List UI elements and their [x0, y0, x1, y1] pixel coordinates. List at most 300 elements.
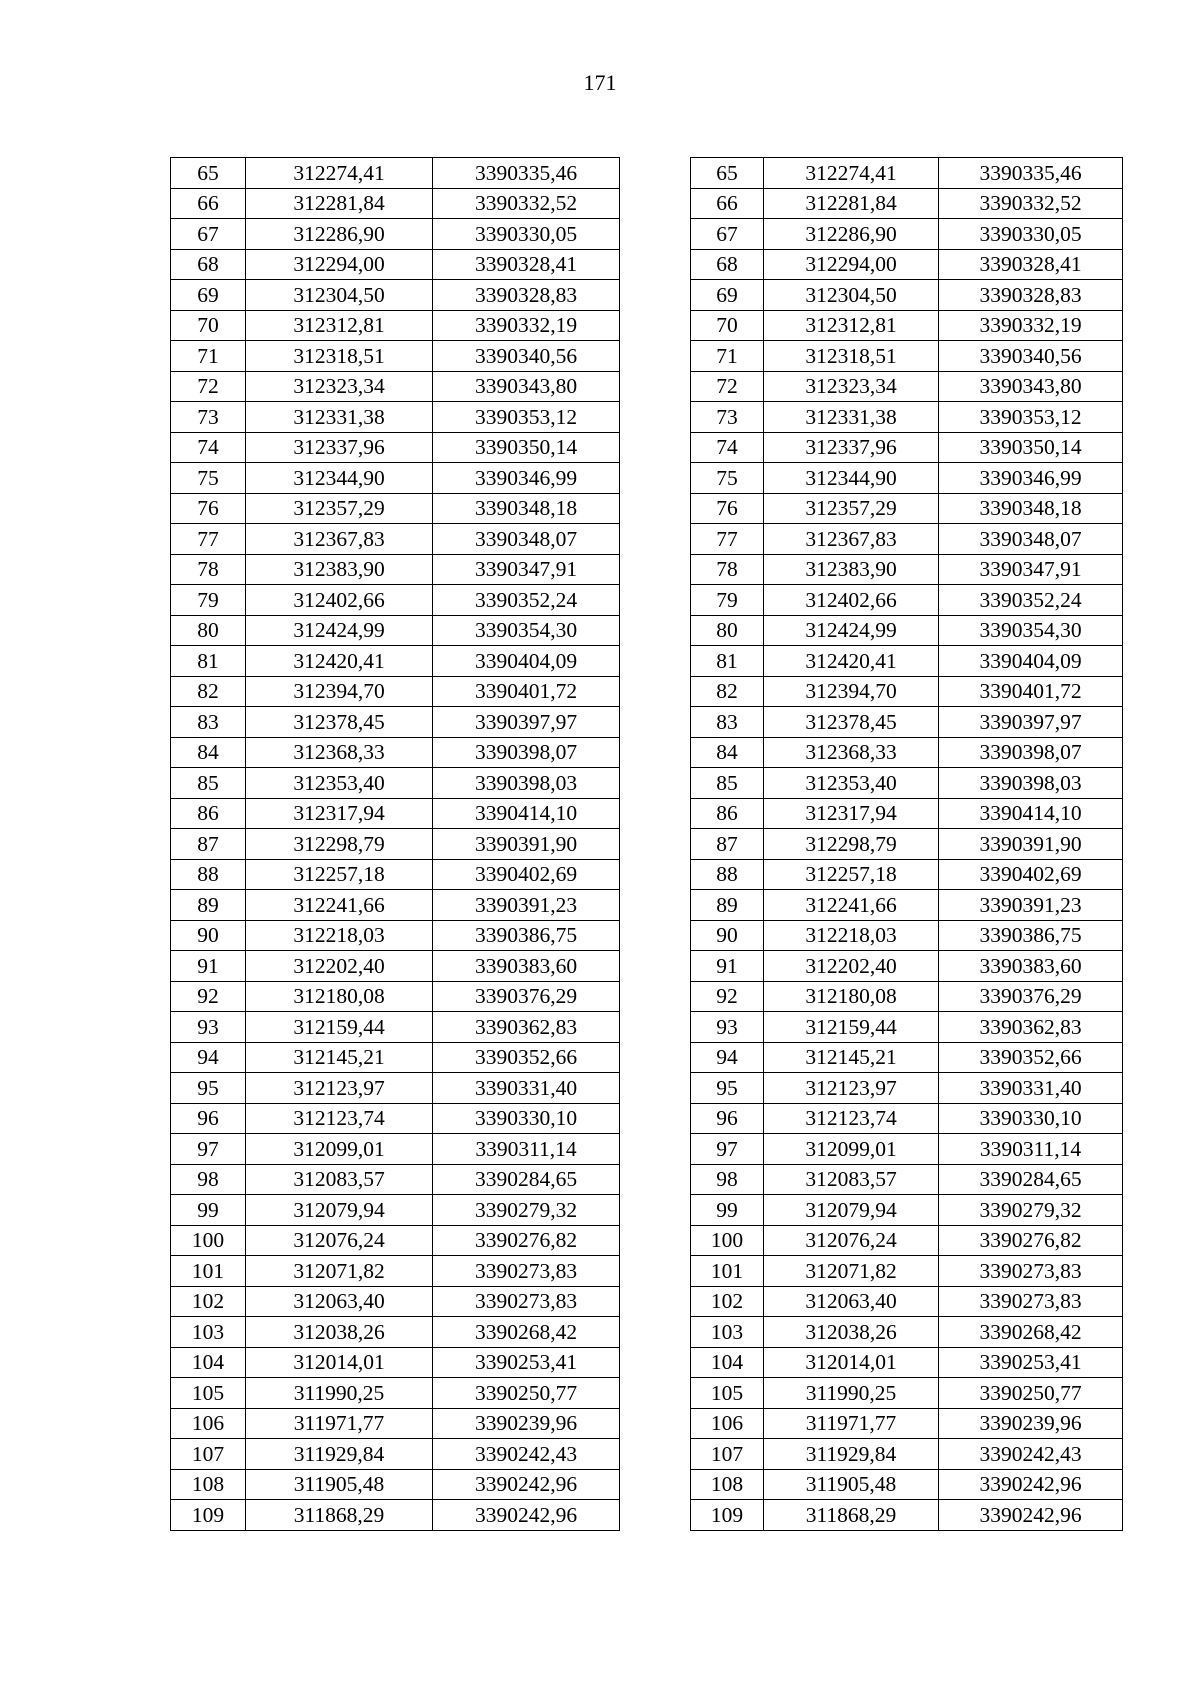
- x-coordinate-cell: 312180,08: [764, 981, 939, 1012]
- table-row: [171, 1378, 620, 1409]
- table-row: [171, 402, 620, 433]
- table-row: [171, 1195, 620, 1226]
- page-number: 171: [583, 70, 617, 95]
- table-row: [171, 798, 620, 829]
- table-row: [691, 1378, 1123, 1409]
- table-row: [691, 1500, 1123, 1531]
- point-number-cell: 98: [171, 1164, 246, 1195]
- point-number-cell: 91: [171, 951, 246, 982]
- table-row: [171, 1469, 620, 1500]
- y-coordinate-cell: 3390350,14: [939, 432, 1123, 463]
- x-coordinate-cell: 312304,50: [246, 280, 433, 311]
- x-coordinate-cell: 312317,94: [246, 798, 433, 829]
- y-coordinate-cell: 3390340,56: [939, 341, 1123, 372]
- point-number-cell: 77: [691, 524, 764, 555]
- point-number-cell: 88: [691, 859, 764, 890]
- table-row: [171, 1500, 620, 1531]
- y-coordinate-cell: 3390354,30: [433, 615, 620, 646]
- y-coordinate-cell: 3390397,97: [433, 707, 620, 738]
- x-coordinate-cell: 312424,99: [246, 615, 433, 646]
- table-row: [171, 493, 620, 524]
- y-coordinate-cell: 3390335,46: [939, 158, 1123, 189]
- y-coordinate-cell: 3390348,07: [433, 524, 620, 555]
- y-coordinate-cell: 3390276,82: [939, 1225, 1123, 1256]
- table-row: [691, 585, 1123, 616]
- coordinates-table-right: [690, 157, 1123, 1531]
- table-row: [171, 463, 620, 494]
- y-coordinate-cell: 3390352,24: [939, 585, 1123, 616]
- table-row: [171, 280, 620, 311]
- point-number-cell: 66: [171, 188, 246, 219]
- table-row: [691, 920, 1123, 951]
- table-row: [691, 341, 1123, 372]
- table-row: [691, 646, 1123, 677]
- x-coordinate-cell: 312274,41: [764, 158, 939, 189]
- x-coordinate-cell: 312123,74: [764, 1103, 939, 1134]
- table-row: [171, 707, 620, 738]
- y-coordinate-cell: 3390362,83: [433, 1012, 620, 1043]
- y-coordinate-cell: 3390347,91: [939, 554, 1123, 585]
- table-row: [691, 1073, 1123, 1104]
- table-row: [691, 1439, 1123, 1470]
- y-coordinate-cell: 3390343,80: [433, 371, 620, 402]
- point-number-cell: 97: [171, 1134, 246, 1165]
- point-number-cell: 69: [691, 280, 764, 311]
- x-coordinate-cell: 312294,00: [246, 249, 433, 280]
- table-row: [691, 1317, 1123, 1348]
- point-number-cell: 65: [691, 158, 764, 189]
- point-number-cell: 103: [171, 1317, 246, 1348]
- y-coordinate-cell: 3390328,41: [939, 249, 1123, 280]
- x-coordinate-cell: 312367,83: [246, 524, 433, 555]
- x-coordinate-cell: 312241,66: [764, 890, 939, 921]
- x-coordinate-cell: 312424,99: [764, 615, 939, 646]
- point-number-cell: 102: [691, 1286, 764, 1317]
- point-number-cell: 104: [171, 1347, 246, 1378]
- point-number-cell: 85: [691, 768, 764, 799]
- point-number-cell: 84: [171, 737, 246, 768]
- y-coordinate-cell: 3390311,14: [939, 1134, 1123, 1165]
- y-coordinate-cell: 3390352,24: [433, 585, 620, 616]
- table-row: [691, 1134, 1123, 1165]
- table-row: [691, 951, 1123, 982]
- y-coordinate-cell: 3390311,14: [433, 1134, 620, 1165]
- table-row: [691, 310, 1123, 341]
- y-coordinate-cell: 3390279,32: [939, 1195, 1123, 1226]
- table-row: [171, 310, 620, 341]
- x-coordinate-cell: 312402,66: [246, 585, 433, 616]
- y-coordinate-cell: 3390402,69: [939, 859, 1123, 890]
- point-number-cell: 86: [171, 798, 246, 829]
- x-coordinate-cell: 312344,90: [246, 463, 433, 494]
- x-coordinate-cell: 312294,00: [764, 249, 939, 280]
- y-coordinate-cell: 3390354,30: [939, 615, 1123, 646]
- x-coordinate-cell: 312123,97: [764, 1073, 939, 1104]
- y-coordinate-cell: 3390328,83: [939, 280, 1123, 311]
- x-coordinate-cell: 312123,97: [246, 1073, 433, 1104]
- x-coordinate-cell: 312099,01: [246, 1134, 433, 1165]
- point-number-cell: 96: [171, 1103, 246, 1134]
- point-number-cell: 90: [691, 920, 764, 951]
- table-row: [171, 951, 620, 982]
- point-number-cell: 70: [691, 310, 764, 341]
- y-coordinate-cell: 3390383,60: [433, 951, 620, 982]
- x-coordinate-cell: 312304,50: [764, 280, 939, 311]
- table-row: [691, 859, 1123, 890]
- y-coordinate-cell: 3390331,40: [939, 1073, 1123, 1104]
- x-coordinate-cell: 312323,34: [764, 371, 939, 402]
- point-number-cell: 80: [171, 615, 246, 646]
- point-number-cell: 93: [691, 1012, 764, 1043]
- table-row: [171, 249, 620, 280]
- table-body: [171, 158, 620, 1531]
- point-number-cell: 75: [691, 463, 764, 494]
- x-coordinate-cell: 312368,33: [246, 737, 433, 768]
- x-coordinate-cell: 311929,84: [764, 1439, 939, 1470]
- point-number-cell: 89: [691, 890, 764, 921]
- y-coordinate-cell: 3390350,14: [433, 432, 620, 463]
- table-row: [171, 890, 620, 921]
- y-coordinate-cell: 3390328,83: [433, 280, 620, 311]
- table-row: [691, 1225, 1123, 1256]
- table-row: [171, 188, 620, 219]
- table-row: [691, 798, 1123, 829]
- y-coordinate-cell: 3390273,83: [433, 1286, 620, 1317]
- coordinates-table-left: [170, 157, 620, 1531]
- point-number-cell: 68: [691, 249, 764, 280]
- y-coordinate-cell: 3390253,41: [939, 1347, 1123, 1378]
- x-coordinate-cell: 312071,82: [764, 1256, 939, 1287]
- x-coordinate-cell: 312353,40: [246, 768, 433, 799]
- table-row: [691, 707, 1123, 738]
- x-coordinate-cell: 312159,44: [246, 1012, 433, 1043]
- y-coordinate-cell: 3390253,41: [433, 1347, 620, 1378]
- y-coordinate-cell: 3390242,96: [433, 1469, 620, 1500]
- y-coordinate-cell: 3390376,29: [939, 981, 1123, 1012]
- table-row: [171, 1164, 620, 1195]
- y-coordinate-cell: 3390332,19: [433, 310, 620, 341]
- point-number-cell: 87: [171, 829, 246, 860]
- point-number-cell: 78: [691, 554, 764, 585]
- y-coordinate-cell: 3390386,75: [939, 920, 1123, 951]
- table-row: [171, 158, 620, 189]
- x-coordinate-cell: 312241,66: [246, 890, 433, 921]
- point-number-cell: 72: [171, 371, 246, 402]
- table-row: [171, 676, 620, 707]
- x-coordinate-cell: 312394,70: [764, 676, 939, 707]
- table-row: [171, 341, 620, 372]
- x-coordinate-cell: 312367,83: [764, 524, 939, 555]
- y-coordinate-cell: 3390348,07: [939, 524, 1123, 555]
- table-row: [171, 524, 620, 555]
- y-coordinate-cell: 3390414,10: [433, 798, 620, 829]
- table-row: [691, 1408, 1123, 1439]
- y-coordinate-cell: 3390353,12: [433, 402, 620, 433]
- y-coordinate-cell: 3390250,77: [939, 1378, 1123, 1409]
- y-coordinate-cell: 3390343,80: [939, 371, 1123, 402]
- y-coordinate-cell: 3390239,96: [939, 1408, 1123, 1439]
- table-row: [171, 859, 620, 890]
- y-coordinate-cell: 3390242,96: [939, 1469, 1123, 1500]
- y-coordinate-cell: 3390397,97: [939, 707, 1123, 738]
- y-coordinate-cell: 3390330,10: [433, 1103, 620, 1134]
- y-coordinate-cell: 3390332,19: [939, 310, 1123, 341]
- point-number-cell: 88: [171, 859, 246, 890]
- table-row: [691, 768, 1123, 799]
- table-row: [171, 829, 620, 860]
- point-number-cell: 84: [691, 737, 764, 768]
- x-coordinate-cell: 312180,08: [246, 981, 433, 1012]
- point-number-cell: 106: [171, 1408, 246, 1439]
- x-coordinate-cell: 311868,29: [246, 1500, 433, 1531]
- point-number-cell: 102: [171, 1286, 246, 1317]
- x-coordinate-cell: 312071,82: [246, 1256, 433, 1287]
- table-row: [691, 554, 1123, 585]
- x-coordinate-cell: 312014,01: [246, 1347, 433, 1378]
- y-coordinate-cell: 3390268,42: [939, 1317, 1123, 1348]
- table-row: [691, 615, 1123, 646]
- x-coordinate-cell: 312083,57: [246, 1164, 433, 1195]
- y-coordinate-cell: 3390391,90: [433, 829, 620, 860]
- x-coordinate-cell: 312323,34: [246, 371, 433, 402]
- table-row: [171, 1225, 620, 1256]
- table-row: [171, 1042, 620, 1073]
- point-number-cell: 99: [171, 1195, 246, 1226]
- x-coordinate-cell: 311971,77: [764, 1408, 939, 1439]
- point-number-cell: 76: [691, 493, 764, 524]
- point-number-cell: 92: [691, 981, 764, 1012]
- point-number-cell: 90: [171, 920, 246, 951]
- x-coordinate-cell: 312123,74: [246, 1103, 433, 1134]
- table-row: [691, 890, 1123, 921]
- point-number-cell: 85: [171, 768, 246, 799]
- table-row: [691, 280, 1123, 311]
- x-coordinate-cell: 312312,81: [764, 310, 939, 341]
- x-coordinate-cell: 312378,45: [764, 707, 939, 738]
- y-coordinate-cell: 3390401,72: [939, 676, 1123, 707]
- y-coordinate-cell: 3390332,52: [433, 188, 620, 219]
- point-number-cell: 78: [171, 554, 246, 585]
- x-coordinate-cell: 312274,41: [246, 158, 433, 189]
- x-coordinate-cell: 312312,81: [246, 310, 433, 341]
- point-number-cell: 92: [171, 981, 246, 1012]
- x-coordinate-cell: 312317,94: [764, 798, 939, 829]
- point-number-cell: 101: [691, 1256, 764, 1287]
- y-coordinate-cell: 3390398,07: [433, 737, 620, 768]
- table-row: [171, 981, 620, 1012]
- y-coordinate-cell: 3390242,43: [433, 1439, 620, 1470]
- table-row: [691, 737, 1123, 768]
- table-row: [691, 219, 1123, 250]
- x-coordinate-cell: 312353,40: [764, 768, 939, 799]
- y-coordinate-cell: 3390330,05: [939, 219, 1123, 250]
- point-number-cell: 97: [691, 1134, 764, 1165]
- point-number-cell: 74: [691, 432, 764, 463]
- table-row: [691, 371, 1123, 402]
- x-coordinate-cell: 312344,90: [764, 463, 939, 494]
- point-number-cell: 71: [171, 341, 246, 372]
- y-coordinate-cell: 3390362,83: [939, 1012, 1123, 1043]
- point-number-cell: 77: [171, 524, 246, 555]
- y-coordinate-cell: 3390391,23: [939, 890, 1123, 921]
- x-coordinate-cell: 312337,96: [246, 432, 433, 463]
- x-coordinate-cell: 311929,84: [246, 1439, 433, 1470]
- table-row: [691, 676, 1123, 707]
- y-coordinate-cell: 3390348,18: [939, 493, 1123, 524]
- x-coordinate-cell: 312331,38: [246, 402, 433, 433]
- table-row: [171, 1347, 620, 1378]
- y-coordinate-cell: 3390401,72: [433, 676, 620, 707]
- x-coordinate-cell: 312357,29: [246, 493, 433, 524]
- x-coordinate-cell: 312202,40: [764, 951, 939, 982]
- point-number-cell: 86: [691, 798, 764, 829]
- point-number-cell: 83: [171, 707, 246, 738]
- table-row: [691, 402, 1123, 433]
- y-coordinate-cell: 3390347,91: [433, 554, 620, 585]
- point-number-cell: 106: [691, 1408, 764, 1439]
- point-number-cell: 100: [171, 1225, 246, 1256]
- table-row: [171, 737, 620, 768]
- table-row: [171, 585, 620, 616]
- point-number-cell: 83: [691, 707, 764, 738]
- x-coordinate-cell: 312281,84: [246, 188, 433, 219]
- y-coordinate-cell: 3390352,66: [433, 1042, 620, 1073]
- table-row: [171, 1286, 620, 1317]
- point-number-cell: 101: [171, 1256, 246, 1287]
- x-coordinate-cell: 312337,96: [764, 432, 939, 463]
- y-coordinate-cell: 3390346,99: [939, 463, 1123, 494]
- x-coordinate-cell: 312331,38: [764, 402, 939, 433]
- y-coordinate-cell: 3390391,90: [939, 829, 1123, 860]
- point-number-cell: 108: [171, 1469, 246, 1500]
- y-coordinate-cell: 3390398,03: [939, 768, 1123, 799]
- point-number-cell: 65: [171, 158, 246, 189]
- table-row: [171, 920, 620, 951]
- y-coordinate-cell: 3390330,10: [939, 1103, 1123, 1134]
- y-coordinate-cell: 3390284,65: [939, 1164, 1123, 1195]
- y-coordinate-cell: 3390340,56: [433, 341, 620, 372]
- x-coordinate-cell: 312298,79: [246, 829, 433, 860]
- table-row: [691, 463, 1123, 494]
- table-row: [171, 1256, 620, 1287]
- point-number-cell: 95: [691, 1073, 764, 1104]
- x-coordinate-cell: 312083,57: [764, 1164, 939, 1195]
- y-coordinate-cell: 3390273,83: [433, 1256, 620, 1287]
- table-row: [171, 615, 620, 646]
- table-row: [691, 1103, 1123, 1134]
- y-coordinate-cell: 3390348,18: [433, 493, 620, 524]
- y-coordinate-cell: 3390352,66: [939, 1042, 1123, 1073]
- point-number-cell: 89: [171, 890, 246, 921]
- y-coordinate-cell: 3390332,52: [939, 188, 1123, 219]
- point-number-cell: 70: [171, 310, 246, 341]
- y-coordinate-cell: 3390328,41: [433, 249, 620, 280]
- point-number-cell: 67: [171, 219, 246, 250]
- point-number-cell: 105: [691, 1378, 764, 1409]
- point-number-cell: 72: [691, 371, 764, 402]
- x-coordinate-cell: 312394,70: [246, 676, 433, 707]
- y-coordinate-cell: 3390331,40: [433, 1073, 620, 1104]
- point-number-cell: 66: [691, 188, 764, 219]
- x-coordinate-cell: 312318,51: [246, 341, 433, 372]
- table-row: [691, 188, 1123, 219]
- table-row: [171, 1103, 620, 1134]
- x-coordinate-cell: 312063,40: [764, 1286, 939, 1317]
- table-row: [171, 768, 620, 799]
- y-coordinate-cell: 3390268,42: [433, 1317, 620, 1348]
- x-coordinate-cell: 312383,90: [764, 554, 939, 585]
- point-number-cell: 79: [171, 585, 246, 616]
- x-coordinate-cell: 312202,40: [246, 951, 433, 982]
- point-number-cell: 68: [171, 249, 246, 280]
- point-number-cell: 71: [691, 341, 764, 372]
- y-coordinate-cell: 3390376,29: [433, 981, 620, 1012]
- table-row: [171, 1439, 620, 1470]
- table-body: [691, 158, 1123, 1531]
- x-coordinate-cell: 312402,66: [764, 585, 939, 616]
- x-coordinate-cell: 312038,26: [246, 1317, 433, 1348]
- point-number-cell: 80: [691, 615, 764, 646]
- x-coordinate-cell: 311971,77: [246, 1408, 433, 1439]
- table-row: [691, 1012, 1123, 1043]
- x-coordinate-cell: 312145,21: [246, 1042, 433, 1073]
- table-row: [171, 1134, 620, 1165]
- point-number-cell: 79: [691, 585, 764, 616]
- point-number-cell: 82: [171, 676, 246, 707]
- table-row: [691, 1164, 1123, 1195]
- x-coordinate-cell: 311868,29: [764, 1500, 939, 1531]
- table-row: [691, 432, 1123, 463]
- y-coordinate-cell: 3390330,05: [433, 219, 620, 250]
- point-number-cell: 109: [691, 1500, 764, 1531]
- table-row: [171, 1073, 620, 1104]
- table-row: [171, 371, 620, 402]
- x-coordinate-cell: 312298,79: [764, 829, 939, 860]
- point-number-cell: 103: [691, 1317, 764, 1348]
- y-coordinate-cell: 3390402,69: [433, 859, 620, 890]
- point-number-cell: 87: [691, 829, 764, 860]
- x-coordinate-cell: 312383,90: [246, 554, 433, 585]
- x-coordinate-cell: 312420,41: [246, 646, 433, 677]
- table-row: [691, 981, 1123, 1012]
- table-row: [691, 1347, 1123, 1378]
- y-coordinate-cell: 3390383,60: [939, 951, 1123, 982]
- point-number-cell: 99: [691, 1195, 764, 1226]
- point-number-cell: 91: [691, 951, 764, 982]
- table-row: [171, 1317, 620, 1348]
- y-coordinate-cell: 3390279,32: [433, 1195, 620, 1226]
- y-coordinate-cell: 3390386,75: [433, 920, 620, 951]
- y-coordinate-cell: 3390242,96: [939, 1500, 1123, 1531]
- point-number-cell: 73: [171, 402, 246, 433]
- y-coordinate-cell: 3390250,77: [433, 1378, 620, 1409]
- y-coordinate-cell: 3390414,10: [939, 798, 1123, 829]
- x-coordinate-cell: 312038,26: [764, 1317, 939, 1348]
- y-coordinate-cell: 3390242,96: [433, 1500, 620, 1531]
- point-number-cell: 95: [171, 1073, 246, 1104]
- point-number-cell: 93: [171, 1012, 246, 1043]
- table-row: [691, 1256, 1123, 1287]
- x-coordinate-cell: 312063,40: [246, 1286, 433, 1317]
- y-coordinate-cell: 3390276,82: [433, 1225, 620, 1256]
- table-row: [691, 249, 1123, 280]
- x-coordinate-cell: 312420,41: [764, 646, 939, 677]
- x-coordinate-cell: 311990,25: [764, 1378, 939, 1409]
- x-coordinate-cell: 312257,18: [764, 859, 939, 890]
- point-number-cell: 96: [691, 1103, 764, 1134]
- x-coordinate-cell: 312014,01: [764, 1347, 939, 1378]
- y-coordinate-cell: 3390391,23: [433, 890, 620, 921]
